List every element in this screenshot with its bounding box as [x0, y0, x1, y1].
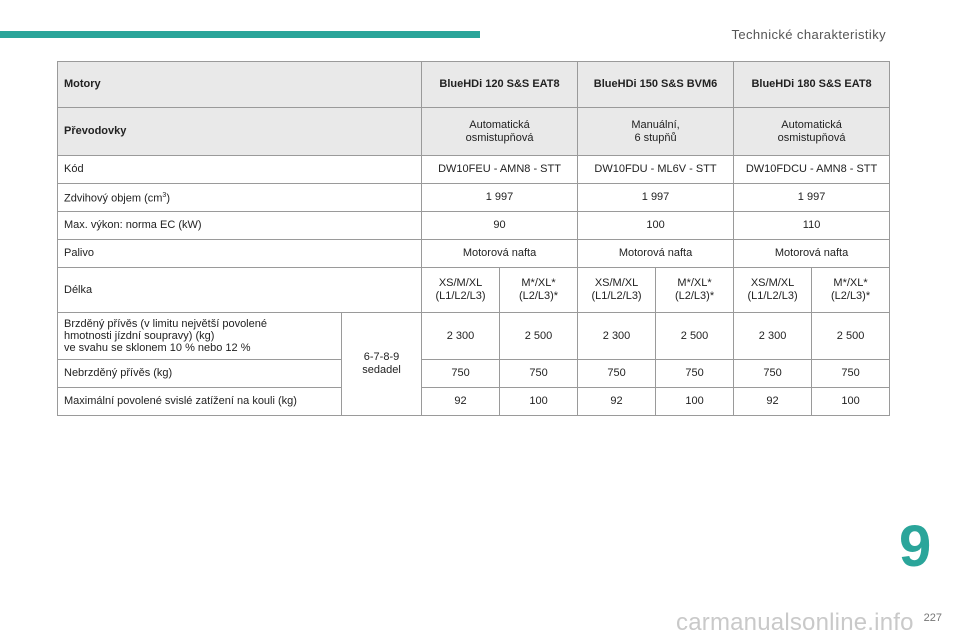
table-row-displacement — [58, 184, 890, 212]
table-row-gearbox — [58, 108, 890, 156]
power-cell: 100 — [578, 212, 734, 240]
braked-cell: 2 500 — [656, 313, 734, 360]
row-label-displacement: Zdvihový objem $(cm^3)$ — [58, 184, 422, 212]
braked-cell: 2 500 — [812, 313, 890, 360]
gearbox-cell: Automatická osmistupňová — [422, 108, 578, 156]
engine-header: BlueHDi 120 S&S EAT8 — [422, 62, 578, 108]
length-cell: M*/XL* (L2/L3)* — [656, 268, 734, 313]
unbraked-cell: 750 — [734, 360, 812, 388]
specifications-table — [57, 61, 890, 416]
table-row-fuel — [58, 240, 890, 268]
braked-cell: 2 300 — [734, 313, 812, 360]
length-cell: M*/XL* (L2/L3)* — [500, 268, 578, 313]
table-row-length — [58, 268, 890, 313]
length-cell: XS/M/XL (L1/L2/L3) — [578, 268, 656, 313]
watermark-text: carmanualsonline.info — [676, 609, 914, 636]
towball-cell: 92 — [734, 388, 812, 416]
row-label-braked-trailer: Brzděný přívěs (v limitu největší povolené hmotnosti jízdní soupravy) (kg) ve svahu se sklonem 10 % nebo 12 % — [58, 313, 342, 360]
table-row-power — [58, 212, 890, 240]
braked-cell: 2 300 — [578, 313, 656, 360]
towball-cell: 92 — [422, 388, 500, 416]
row-label-code: Kód — [58, 156, 422, 184]
length-cell: M*/XL* (L2/L3)* — [812, 268, 890, 313]
fuel-cell: Motorová nafta — [578, 240, 734, 268]
table-row-unbraked-trailer — [58, 360, 890, 388]
code-cell: DW10FDCU - AMN8 - STT — [734, 156, 890, 184]
towball-cell: 100 — [812, 388, 890, 416]
length-cell: XS/M/XL (L1/L2/L3) — [734, 268, 812, 313]
fuel-cell: Motorová nafta — [734, 240, 890, 268]
displacement-cell: 1 997 — [578, 184, 734, 212]
row-label-towball-load: Maximální povolené svislé zatížení na kouli (kg) — [58, 388, 342, 416]
towball-cell: 92 — [578, 388, 656, 416]
braked-cell: 2 300 — [422, 313, 500, 360]
chapter-number: 9 — [899, 514, 932, 579]
row-label-power: Max. výkon: norma EC (kW) — [58, 212, 422, 240]
row-label-engines: Motory — [58, 62, 422, 108]
accent-bar — [0, 31, 480, 38]
row-label-length: Délka — [58, 268, 422, 313]
row-label-gearbox: Převodovky — [58, 108, 422, 156]
fuel-cell: Motorová nafta — [422, 240, 578, 268]
power-cell: 90 — [422, 212, 578, 240]
section-title: Technické charakteristiky — [731, 27, 886, 42]
row-label-fuel: Palivo — [58, 240, 422, 268]
unbraked-cell: 750 — [500, 360, 578, 388]
code-cell: DW10FDU - ML6V - STT — [578, 156, 734, 184]
seats-cell: 6-7-8-9 sedadel — [342, 313, 422, 416]
table-row-code — [58, 156, 890, 184]
towball-cell: 100 — [500, 388, 578, 416]
unbraked-cell: 750 — [812, 360, 890, 388]
unbraked-cell: 750 — [656, 360, 734, 388]
row-label-unbraked-trailer: Nebrzděný přívěs (kg) — [58, 360, 342, 388]
engine-header: BlueHDi 150 S&S BVM6 — [578, 62, 734, 108]
unbraked-cell: 750 — [422, 360, 500, 388]
table-row-engines — [58, 62, 890, 108]
displacement-cell: 1 997 — [422, 184, 578, 212]
length-cell: XS/M/XL (L1/L2/L3) — [422, 268, 500, 313]
gearbox-cell: Automatická osmistupňová — [734, 108, 890, 156]
towball-cell: 100 — [656, 388, 734, 416]
unbraked-cell: 750 — [578, 360, 656, 388]
table-row-towball-load — [58, 388, 890, 416]
code-cell: DW10FEU - AMN8 - STT — [422, 156, 578, 184]
displacement-cell: 1 997 — [734, 184, 890, 212]
engine-header: BlueHDi 180 S&S EAT8 — [734, 62, 890, 108]
table-row-braked-trailer — [58, 313, 890, 360]
braked-cell: 2 500 — [500, 313, 578, 360]
power-cell: 110 — [734, 212, 890, 240]
gearbox-cell: Manuální, 6 stupňů — [578, 108, 734, 156]
page-number: 227 — [923, 612, 942, 624]
